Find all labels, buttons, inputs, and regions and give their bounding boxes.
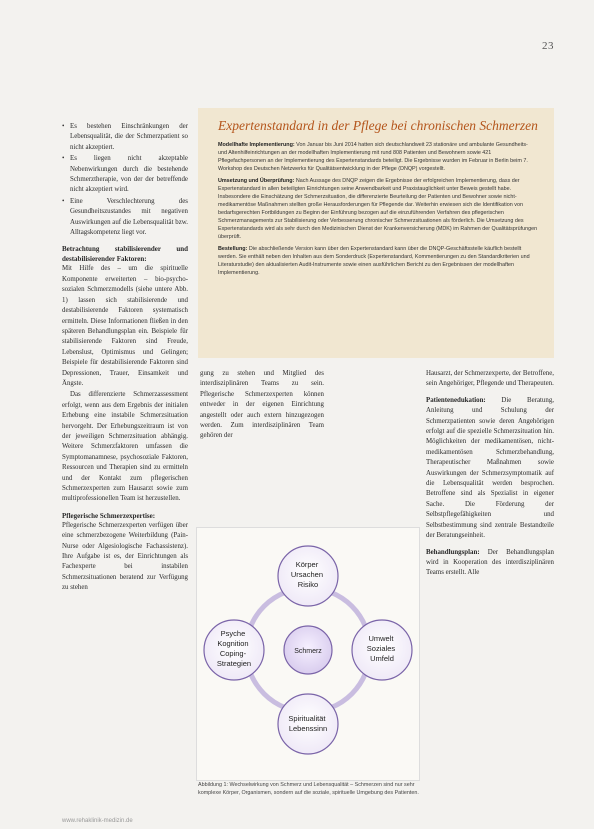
node-label-line: Soziales — [366, 644, 396, 653]
paragraph: gung zu stehen und Mitglied des interdisziplinären Teams zu sein. Pflegerische Schmerzexperten können entweder in der eigenen Einrichtung angestellt oder auch extern hinzugezogen werden. Zum interdisziplinären Team gehören der — [200, 370, 324, 440]
diagram-svg — [197, 528, 419, 780]
footer: www.rehaklinik-medizin.de — [62, 818, 133, 824]
node-label-line: Umwelt — [368, 634, 394, 643]
node-label-line: Umfeld — [370, 654, 394, 663]
paragraph: Pflegerische Schmerzexperten verfügen über eine schmerzbezogene Weiterbildung (Pain-Nurse oder Algesiologische Fachassistenz). Ihre Aufgabe ist es, der Einrichtungen als Fachexperte bei instabilen Schmerzsituationen beratend zur Verfügung zu stehen — [62, 521, 188, 592]
section-heading: Pflegerische Schmerzexpertise: — [62, 511, 156, 520]
info-box — [198, 108, 554, 358]
right-column — [426, 369, 554, 585]
box-paragraph — [218, 245, 538, 277]
box-label: Umsetzung und Überprüfung: — [218, 178, 295, 184]
section-heading: Betrachtung stabilisierender und destabilisierender Faktoren: — [62, 245, 188, 264]
box-paragraph — [218, 141, 538, 173]
node-label-line: Risiko — [297, 580, 319, 589]
box-paragraph — [218, 177, 538, 241]
node-label-line: Körper — [295, 560, 319, 569]
node-label-line: Ursachen — [290, 570, 324, 579]
figure-caption: Abbildung 1: Wechselwirkung von Schmerz und Lebensqualität – Schmerzen sind nur sehr komplexe Körper, Organismen, sondern auf die soziale, spirituelle Umgebung des Patienten. — [198, 782, 419, 796]
paragraph: Das differenzierte Schmerzassessment erfolgt, wenn aus dem Ergebnis der initialen Erhebung eine instabile Schmerzsituation hervorgeht. Der Erhebungszeitraum ist von der jeweiligen Schmerzsituation abhängig. Weitere Schmerzfaktoren umfassen die Symptomanamnese, psychosoziale Faktoren, Ressourcen und Therapien sind zu ermitteln und der Kontakt zum pflegerischen Schmerzexperten zum Hausarzt sowie zum multiprofessionellen Team ist herzustellen. — [62, 391, 188, 503]
paragraph-text: Die Beratung, Anleitung und Schulung der Schmerzpatienten sowie deren Angehörigen erfolgt auf die spezielle Schmerzsituation hin. Möglichkeiten der medikamentösen, nicht-medikamentösen Schmerzbehandlung, Therapeutischer Maßnahmen sowie Auswirkungen der Schmerzsymptomatik auf die Lebensqualität werden besprochen. Betroffene sind als Spezialist in eigener Sache. Die Förderung der Selbstpflegefähigkeiten und Selbstbestimmung sind zentrale Bestandteile der Beratungseinheit. — [426, 396, 554, 540]
node-label-line: Strategien — [216, 659, 252, 668]
node-label-line: Spiritualität — [288, 714, 326, 723]
node-label-line: Coping- — [219, 649, 247, 658]
paragraph — [426, 548, 554, 579]
section-label: Behandlungsplan: — [426, 548, 480, 556]
biopsychosocial-diagram — [196, 527, 420, 781]
page-number: 23 — [542, 40, 554, 52]
box-body — [218, 141, 538, 281]
box-text: Von Januar bis Juni 2014 hatten sich deutschlandweit 23 stationäre und ambulante Gesundheits- und Altenhilfeinrichtungen an der modellhaften Implementierung mit rund 808 Patienten und Bewohnern sowie 421 Pflegefachpersonen an der Implementierung des Expertenstandards beteiligt. Die Ergebnisse wurden im Februar in Berlin beim 7. Workshop des Deutschen Netzwerks für Qualitätsentwicklung in der Pflege (DNQP) vorgestellt. — [218, 142, 528, 172]
node-label-line: Psyche — [220, 629, 246, 638]
node-label-psyche — [217, 629, 251, 668]
left-column — [62, 122, 188, 595]
list-item: • Es liegen nicht akzeptable Nebenwirkungen durch die bestehende Schmerztherapie, von der der betreffende nicht akzeptiert wird. — [62, 154, 188, 196]
paragraph: Mit Hilfe des – um die spirituelle Komponente erweiterten – bio-psycho-sozialen Schmerzmodells (siehe untere Abb. 1) lassen sich stabilisierende und destabilisierende Faktoren systematisch ermitteln. Diese Informationen fließen in den späteren Behandlungsplan ein. Beispiele für stabilisierende Faktoren sind Freude, Lebenslust, Optimismus und Gelingen; Beispiele für destabilisierende Faktoren sind Depressionen, Trauer, Einsamkeit und Ängste. — [62, 265, 188, 387]
section-label: Patientenedukation: — [426, 396, 486, 404]
node-label-spirituality — [288, 714, 327, 733]
list-item: • Es bestehen Einschränkungen der Lebensqualität, die der Schmerzpatient so nicht akzeptiert. — [62, 122, 188, 153]
box-text: Die abschließende Version kann über den Expertenstandard kann über die DNQP-Geschäftsstelle käuflich bestellt werden. Sie enthält neben den Inhalten aus dem Sonderdruck (Expertenstandard, Kommentierungen zu den Standardkriterien und Literaturstudie) den aktualisierten Audit-Instrumente sowie einen ausführlichen Bericht zu den Ergebnissen der modellhaften Implementierung. — [218, 246, 530, 276]
box-title: Expertenstandard in der Pflege bei chronischen Schmerzen — [218, 118, 538, 133]
center-label: Schmerz — [294, 648, 322, 655]
box-label: Bestellung: — [218, 246, 248, 252]
node-label-environment — [367, 634, 397, 663]
middle-column — [200, 369, 324, 442]
node-label-line: Kognition — [217, 639, 249, 648]
criteria-list — [62, 122, 188, 238]
list-item: • Eine Verschlechterung des Gesundheitszustandes mit negativen Auswirkungen auf die Lebensqualität bzw. Alltagskompetenz liegt vor. — [62, 197, 188, 239]
box-label: Modellhafte Implementierung: — [218, 142, 295, 148]
node-label-line: Lebenssinn — [288, 724, 328, 733]
paragraph — [426, 396, 554, 542]
paragraph: Hausarzt, der Schmerzexperte, der Betroffene, sein Angehöriger, Pflegende und Therapeuten. — [426, 370, 554, 388]
paragraph-text: Der Behandlungsplan wird in Kooperation des interdisziplinären Teams erstellt. Alle — [426, 548, 554, 577]
box-text: Nach Aussage des DNQP zeigen die Ergebnisse der erfolgreichen Implementierung, dass der Expertenstandard in allen beteiligten Einrichtungen seine Anwendbarkeit und Praxistauglichkeit unter Beweis gestellt habe. Insbesondere die Einschätzung der Schmerzsituation, die differenzierte Beurteilung der Patienten und Bewohner sowie nicht-medikamentöse Maßnahmen stellten große Herausforderungen für Pflegende dar. Weiterhin erwiesen sich die Identifikation von bedarfsgerechten Fortbildungen zu Beginn der Einführung bezogen auf die einzuführenden Verfahren des pflegerischen Schmerzmanagements zur Stabilisierung oder Verbesserung chronischer Schmerzsituationen als förderlich. Die Umsetzung des Expertenstandards wird als sehr durch den Medizinischen Dienst der Krankenversicherung (MDK) im Rahmen der Qualitätsprüfungen überprüft. — [218, 178, 538, 240]
